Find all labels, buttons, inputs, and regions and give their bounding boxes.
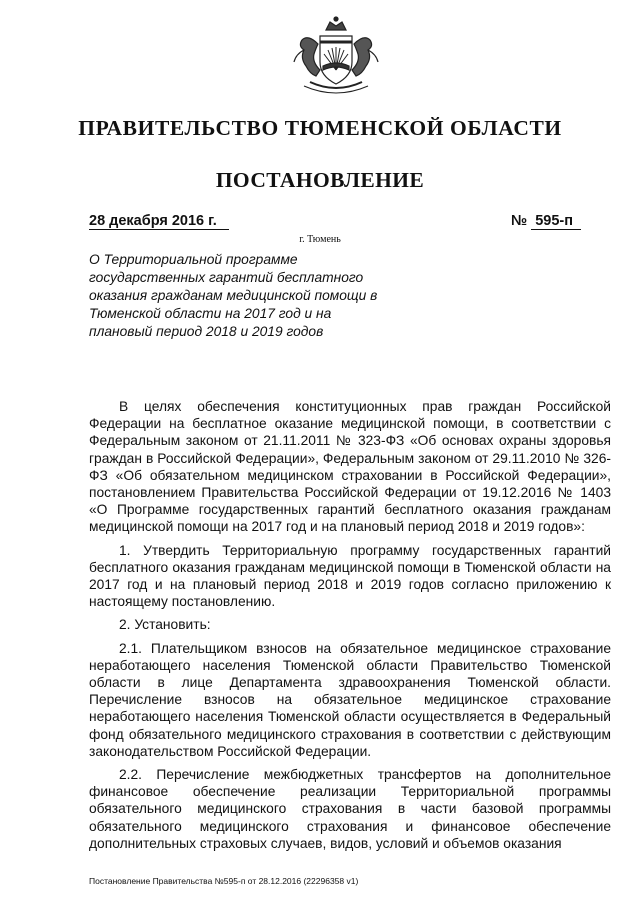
document-type-heading: ПОСТАНОВЛЕНИЕ: [215, 168, 425, 192]
document-number: [511, 213, 581, 230]
document-body: [89, 398, 611, 858]
document-date: 28 декабря 2016 г.: [89, 213, 229, 230]
city-label: г. Тюмень: [299, 234, 341, 245]
page-footer: Постановление Правительства №595-п от 28.12.2016 (22296358 v1): [89, 876, 359, 886]
paragraph-item-2-2: 2.2. Перечисление межбюджетных трансфертов на дополнительное финансовое обеспечение реализации Территориальной программы обязательного медицинского страхования в части базовой программы обязательного медицинского страхования и финансовое обеспечение дополнительных страховых случаев, видов, условий и объемов оказания: [89, 767, 611, 851]
government-title: ПРАВИТЕЛЬСТВО ТЮМЕНСКОЙ ОБЛАСТИ: [78, 116, 562, 140]
paragraph-item-2: 2. Установить:: [119, 617, 211, 633]
document-subject: О Территориальной программе государственных гарантий бесплатного оказания гражданам медицинской помощи в Тюменской области на 2017 год и на плановый период 2018 и 2019 годов: [89, 252, 378, 339]
paragraph-item-1: 1. Утвердить Территориальную программу государственных гарантий бесплатного оказания гражданам медицинской помощи в Тюменской области на 2017 год и на плановый период 2018 и 2019 годов согласно приложению к настоящему постановлению.: [89, 542, 611, 610]
number-value: 595-п: [531, 213, 581, 230]
paragraph-item-2-1: 2.1. Плательщиком взносов на обязательное медицинское страхование неработающего населения Тюменской области Правительство Тюменской области в лице Департамента здравоохранения Тюменской области. Перечисление взносов на обязательное медицинское страхование неработающего населения Тюменской области осуществляется в Федеральный фонд обязательного медицинского страхования в соответствии с действующим законодательством Российской Федерации.: [89, 640, 611, 759]
paragraph-preamble: В целях обеспечения конституционных прав граждан Российской Федерации на бесплатное оказание медицинской помощи, в соответствии с Федеральным законом от 21.11.2011 № 323-ФЗ «Об основах охраны здоровья граждан в Российской Федерации», Федеральным законом от 29.11.2010 № 326-ФЗ «Об обязательном медицинском страховании в Российской Федерации», постановлением Правительства Российской Федерации от 19.12.2016 № 1403 «О Программе государственных гарантий бесплатного оказания гражданам медицинской помощи на 2017 год и на плановый период 2018 и 2019 годов»:: [89, 399, 611, 535]
coat-of-arms-emblem: [290, 14, 382, 98]
number-sign: №: [511, 213, 528, 229]
